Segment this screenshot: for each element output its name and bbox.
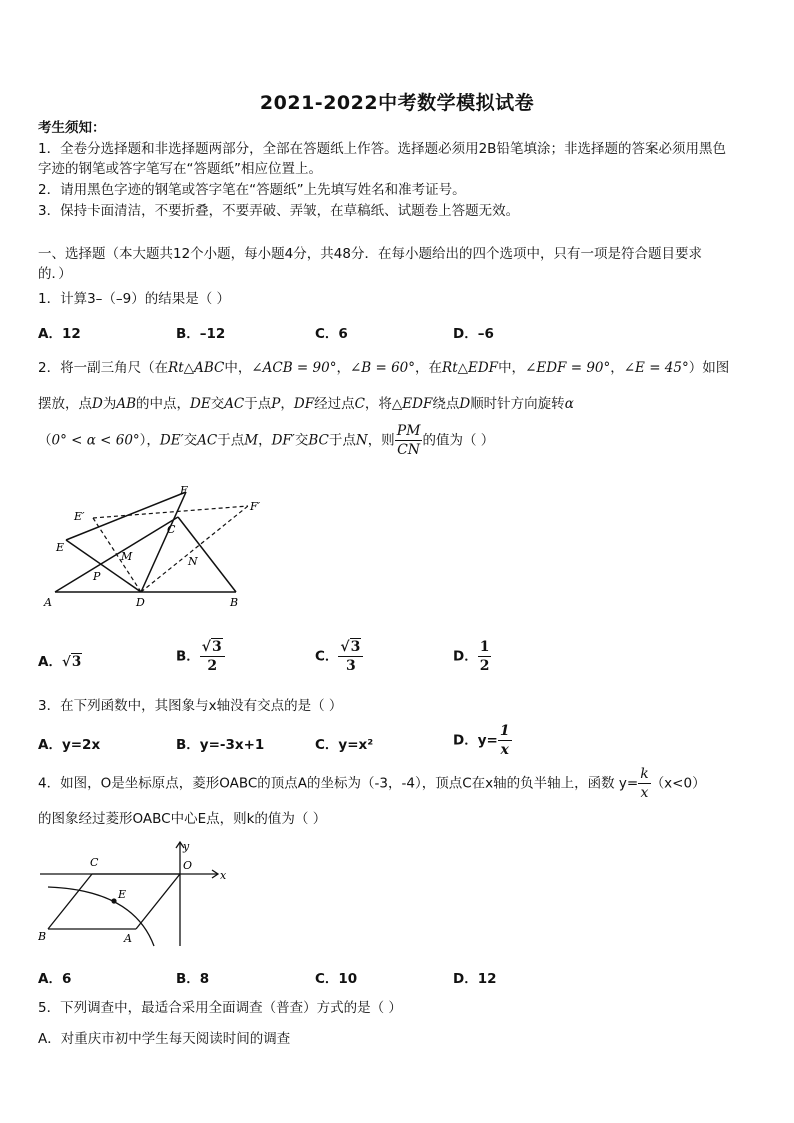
notice-item: 2．请用黑色字迹的钢笔或答字笔在“答题纸”上先填写姓名和准考证号。 bbox=[38, 182, 466, 198]
fraction-pm-cn: $\frac{PM}{CN}$ bbox=[396, 423, 421, 458]
q1-option-b[interactable]: B．–12 bbox=[176, 326, 226, 342]
q3-option-b[interactable]: B．y=-3x+1 bbox=[176, 737, 265, 753]
notice-item: 字迹的钢笔或答字笔写在“答题纸”相应位置上。 bbox=[38, 161, 322, 177]
page-title: 2021-2022中考数学模拟试卷 bbox=[259, 92, 535, 114]
question-4-line-1: 4．如图，O是坐标原点，菱形OABC的顶点A的坐标为（-3，-4），顶点C在x轴的负半轴上，函数 y= $\frac{k}{x}$ （x<0） bbox=[38, 766, 706, 801]
q4-option-a[interactable]: A．6 bbox=[38, 971, 72, 987]
section-heading-cont: 的．） bbox=[38, 266, 72, 282]
point-label-f-prime: F′ bbox=[250, 500, 261, 513]
point-label-c: C bbox=[167, 523, 176, 536]
point-label-e: E bbox=[118, 888, 127, 901]
q2-option-b[interactable]: B． $\frac{√3}{2}$ bbox=[176, 638, 225, 675]
q4-option-b[interactable]: B．8 bbox=[176, 971, 210, 987]
q4-rhombus-figure bbox=[38, 838, 238, 953]
question-2-line-3: （0° < α < 60°），DE′交AC于点M，DF′交BC于点N，则 $\frac{PM}{CN}$ 的值为（ ） bbox=[38, 423, 495, 458]
question-2-line-1: 2．将一副三角尺（在Rt△ABC中，∠ACB = 90°，∠B = 60°，在Rt△EDF中，∠EDF = 90°，∠E = 45°）如图 bbox=[38, 360, 730, 376]
point-label-f: F bbox=[180, 484, 188, 497]
q4-option-c[interactable]: C．10 bbox=[315, 971, 358, 987]
q4-option-d[interactable]: D．12 bbox=[453, 971, 497, 987]
q2-option-d[interactable]: D． $\frac{1}{2}$ bbox=[453, 639, 490, 674]
notice-item: 1．全卷分选择题和非选择题两部分，全部在答题纸上作答。选择题必须用2B铅笔填涂；非选择题的答案必须用黑色 bbox=[38, 141, 726, 157]
axis-label-x: x bbox=[220, 869, 227, 882]
point-label-a: A bbox=[44, 596, 52, 609]
question-1-stem: 1．计算3–（–9）的结果是（ ） bbox=[38, 291, 231, 307]
q1-option-c[interactable]: C．6 bbox=[315, 326, 348, 342]
point-label-e: E bbox=[56, 541, 65, 554]
point-label-n: N bbox=[188, 555, 198, 568]
point-label-p: P bbox=[93, 570, 101, 583]
question-4-line-2: 的图象经过菱形OABC中心E点，则k的值为（ ） bbox=[38, 811, 327, 827]
q1-option-a[interactable]: A．12 bbox=[38, 326, 81, 342]
notice-item: 3．保持卡面清洁，不要折叠，不要弄破、弄皱，在草稿纸、试题卷上答题无效。 bbox=[38, 203, 520, 219]
q2-option-c[interactable]: C． $\frac{√3}{3}$ bbox=[315, 638, 363, 675]
axis-label-y: y bbox=[183, 840, 190, 853]
point-label-c: C bbox=[90, 856, 99, 869]
q2-triangle-figure bbox=[38, 480, 278, 610]
q3-option-a[interactable]: A．y=2x bbox=[38, 737, 101, 753]
notice-heading: 考生须知： bbox=[38, 120, 106, 136]
point-label-e-prime: E′ bbox=[74, 510, 85, 523]
point-label-b: B bbox=[38, 930, 47, 943]
point-label-b: B bbox=[230, 596, 239, 609]
q3-option-c[interactable]: C．y=x² bbox=[315, 737, 374, 753]
q1-option-d[interactable]: D．–6 bbox=[453, 326, 494, 342]
question-2-line-2: 摆放，点D为AB的中点，DE交AC于点P，DF经过点C，将△EDF绕点D顺时针方向旋转α bbox=[38, 396, 574, 412]
q5-option-a[interactable]: A．对重庆市初中学生每天阅读时间的调查 bbox=[38, 1031, 291, 1047]
q3-option-d[interactable]: D．y= $\frac{1}{x}$ bbox=[453, 723, 510, 758]
question-3-stem: 3．在下列函数中，其图象与x轴没有交点的是（ ） bbox=[38, 698, 343, 714]
point-label-d: D bbox=[136, 596, 145, 609]
point-label-m: M bbox=[121, 550, 133, 563]
section-heading: 一、选择题（本大题共12个小题，每小题4分，共48分．在每小题给出的四个选项中，只有一项是符合题目要求 bbox=[38, 246, 702, 262]
point-label-o: O bbox=[183, 859, 193, 872]
question-5-stem: 5．下列调查中，最适合采用全面调查（普查）方式的是（ ） bbox=[38, 1000, 402, 1016]
q2-option-a[interactable]: A．√3 bbox=[38, 654, 82, 670]
point-label-a: A bbox=[124, 932, 132, 945]
